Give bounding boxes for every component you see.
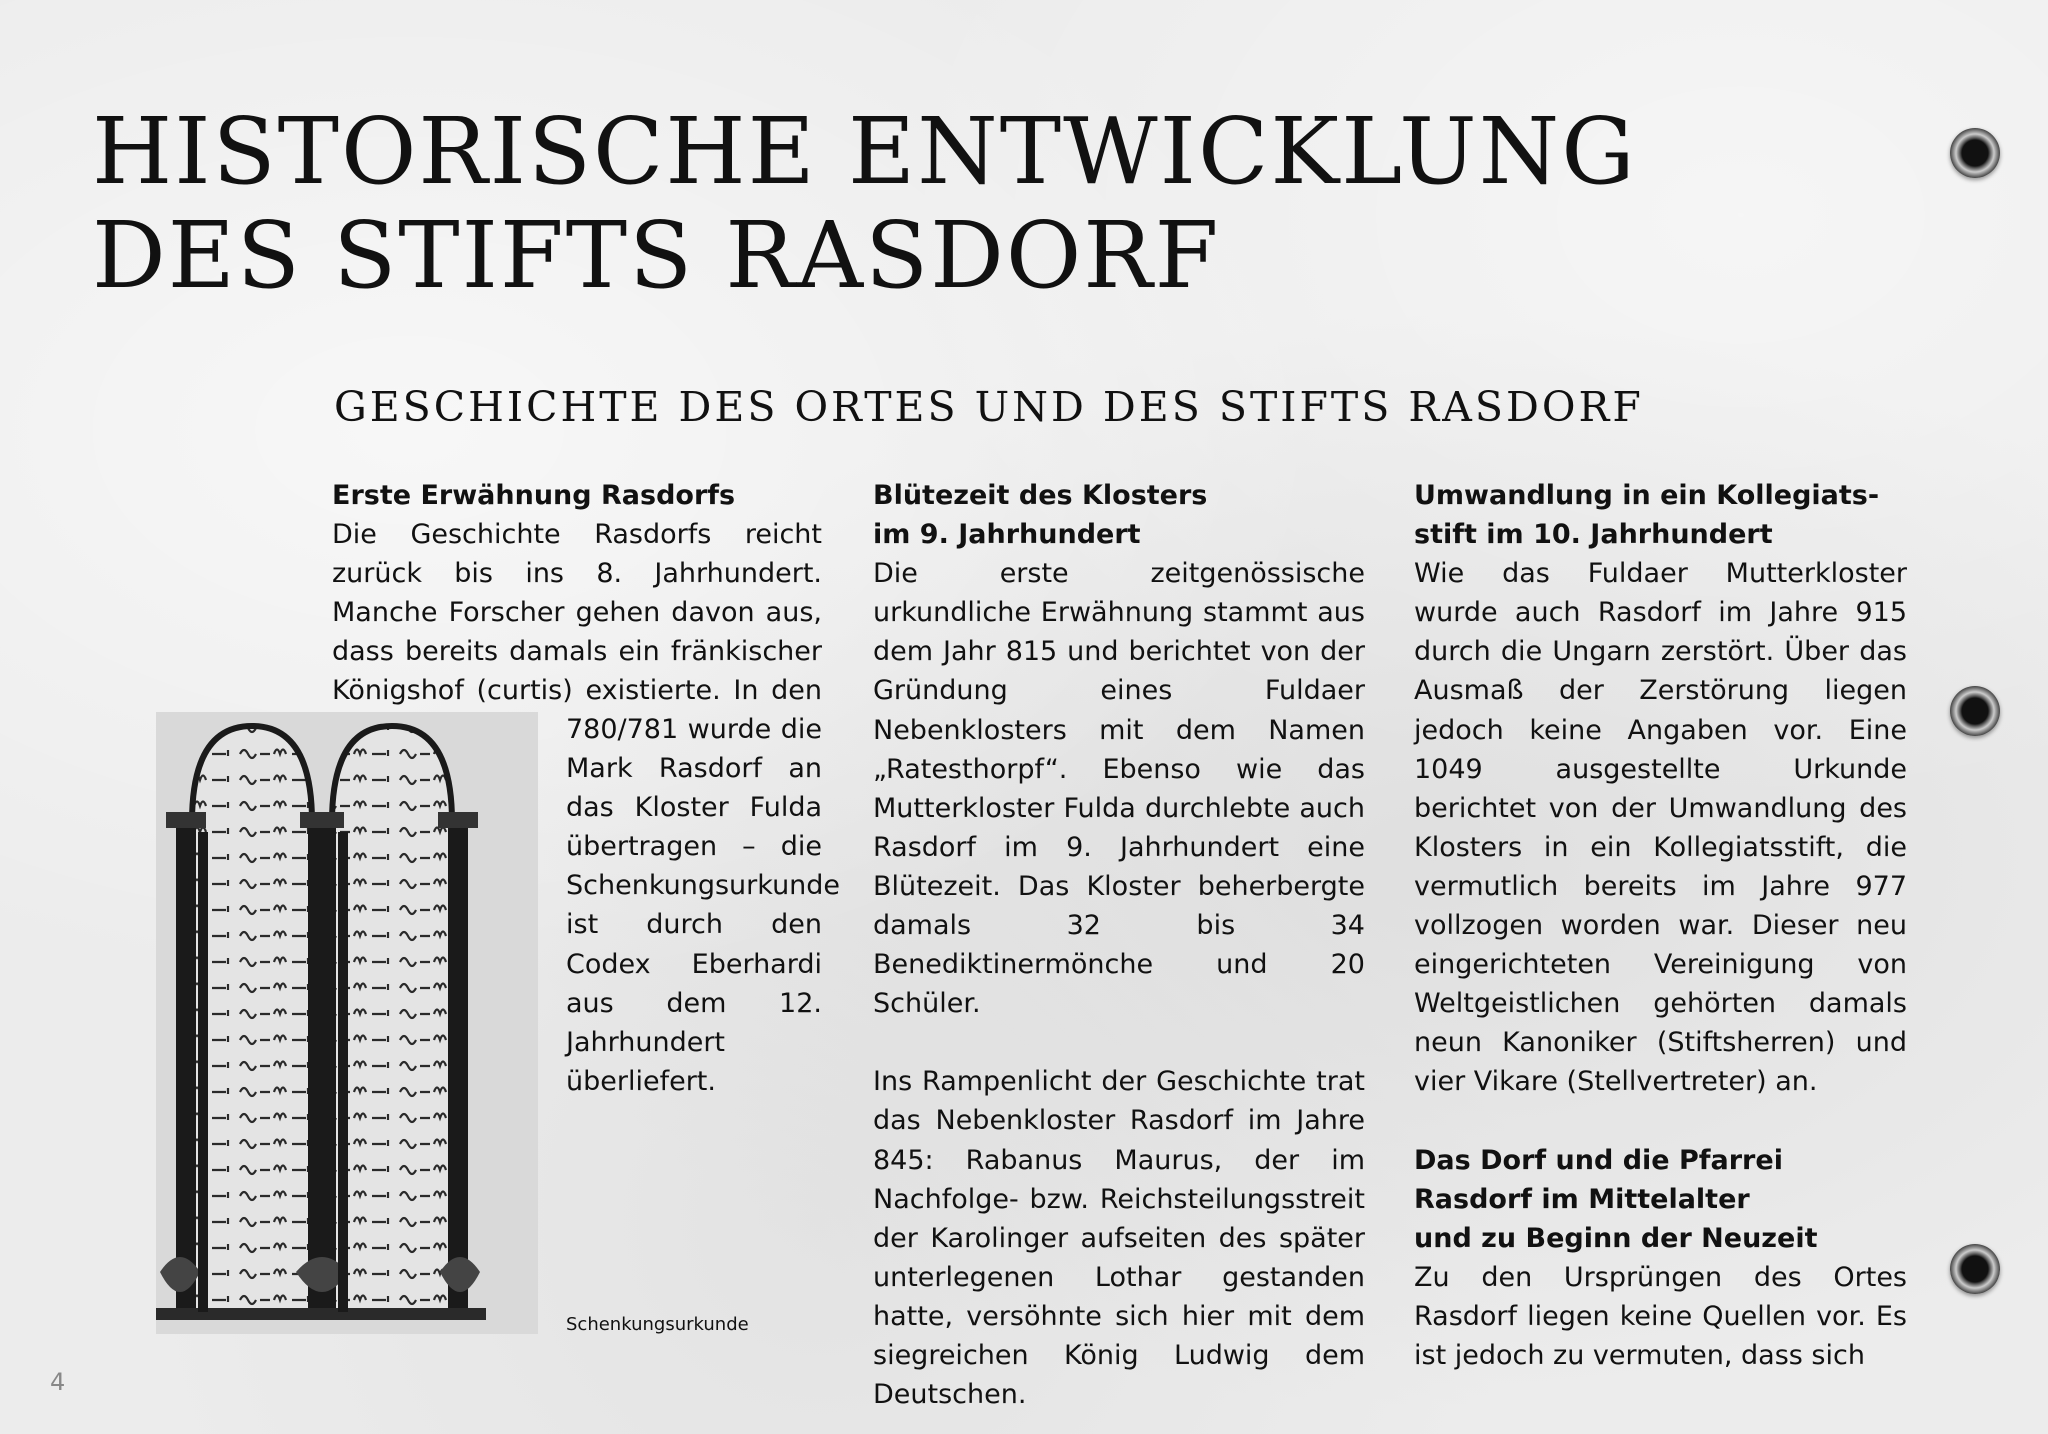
title-line-1: HISTORISCHE ENTWICKLUNG: [92, 98, 1637, 205]
page-title: [92, 100, 1637, 308]
title-line-2: DES STIFTS RASDORF: [92, 202, 1221, 309]
col3-heading-4: Rasdorf im Mittelalter: [1414, 1183, 1750, 1215]
col2-heading-1: Blütezeit des Klosters: [873, 480, 1208, 511]
section-subtitle: GESCHICHTE DES ORTES UND DES STIFTS RASDORF: [334, 383, 1644, 431]
page-number: 4: [50, 1368, 66, 1396]
binder-hole-icon: [1950, 686, 2000, 736]
col2-para-2: Ins Rampenlicht der Geschichte trat das Nebenkloster Rasdorf im Jahre 845: Rabanus Maurus, der im Nachfolge- bzw. Reichsteilungsstreit der Karolinger aufseiten des später unterlegenen Lothar gestanden hatte, versöhnte sich hier mit dem siegreichen König Ludwig dem Deutschen.: [873, 1066, 1365, 1411]
col3-heading-5: und zu Beginn der Neuzeit: [1414, 1222, 1818, 1254]
binder-hole-icon: [1950, 128, 2000, 178]
col3-heading-2: stift im 10. Jahrhundert: [1414, 519, 1773, 551]
col1-text-wrap: 780/781 wurde die Mark Rasdorf an das Kloster Fulda übertragen – die Schenkungsurkunde ist durch den Codex Eberhardi aus dem 12. Jahrhundert überliefert.: [566, 714, 841, 1097]
image-caption: Schenkungsurkunde: [566, 1314, 749, 1335]
col3-heading-1: Umwandlung in ein Kollegiats-: [1414, 480, 1880, 511]
col2-para-1: Die erste zeitgenössische urkundliche Erwähnung stammt aus dem Jahr 815 und berichtet von der Gründung eines Fuldaer Nebenklosters mit dem Namen „Ratesthorpf“. Ebenso wie das Mutterkloster Fulda durchlebte auch Rasdorf im 9. Jahrhundert eine Blütezeit. Das Kloster beherbergte damals 32 bis 34 Benediktinermönche und 20 Schüler.: [873, 558, 1365, 1020]
column-umwandlung: [1414, 476, 1907, 1375]
manuscript-image: [156, 712, 538, 1334]
column-bluetezeit: [873, 476, 1365, 1414]
col1-text-top: Die Geschichte Rasdorfs reicht zurück bis ins 8. Jahrhundert. Manche Forscher gehen davon aus, dass bereits damals ein fränkischer Königshof (curtis) existierte. In den: [332, 519, 822, 707]
col3-para-1: Wie das Fuldaer Mutterkloster wurde auch Rasdorf im Jahre 915 durch die Ungarn zerstört. Über das Ausmaß der Zerstörung liegen jedoch keine Angaben vor. Eine 1049 ausgestellte Urkunde berichtet von der Umwandlung des Klosters in ein Kollegiatsstift, die vermutlich bereits im Jahre 977 vollzogen worden war. Dieser neu eingerichteten Vereinigung von Weltgeistlichen gehörten damals neun Kanoniker (Stiftsherren) und vier Vikare (Stellvertreter) an.: [1414, 558, 1907, 1098]
col3-heading-3: Das Dorf und die Pfarrei: [1414, 1144, 1783, 1176]
col3-para-2: Zu den Ursprüngen des Ortes Rasdorf liegen keine Quellen vor. Es ist jedoch zu vermuten, dass sich: [1414, 1261, 1907, 1371]
binder-hole-icon: [1950, 1244, 2000, 1294]
col1-heading: Erste Erwähnung Rasdorfs: [332, 480, 736, 511]
column-erste-erwaehnung: [332, 476, 822, 750]
col2-heading-2: im 9. Jahrhundert: [873, 519, 1141, 551]
